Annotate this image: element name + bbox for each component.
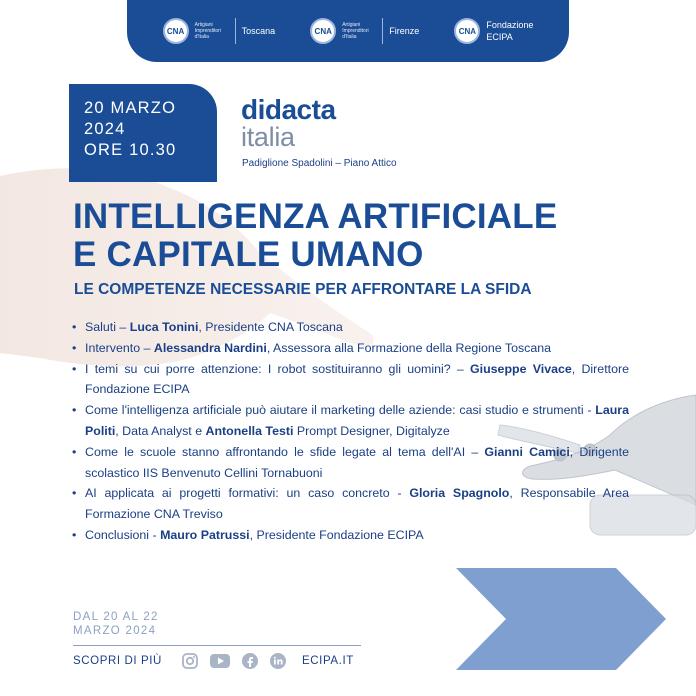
instagram-icon[interactable] xyxy=(181,652,199,670)
agenda-item: • I temi su cui porre attenzione: I robot sostituiranno gli uomini? – Giuseppe Vivace, Direttore Fondazione ECIPA xyxy=(72,359,629,401)
fair-dates-line1: DAL 20 AL 22 xyxy=(73,611,159,623)
cna-logo-icon: CNA xyxy=(454,18,480,44)
agenda-item: • Come l'intelligenza artificiale può aiutare il marketing delle aziende: casi studio e strumenti - Laura Politi, Data Analyst e Antonella Testi Prompt Designer, Digitalyze xyxy=(72,400,629,442)
event-date-year: 2024 xyxy=(84,120,126,138)
title-line1: INTELLIGENZA ARTIFICIALE xyxy=(73,197,558,236)
logo-separator xyxy=(235,18,236,44)
cna-toscana-logo xyxy=(163,18,276,44)
cna-logo-icon: CNA xyxy=(163,18,189,44)
logo-fondazione xyxy=(486,19,533,43)
didacta-wordmark: didacta xyxy=(241,94,336,125)
cna-caption: Artigiani Imprenditori d'Italia xyxy=(194,22,221,40)
footer-divider xyxy=(73,645,361,646)
agenda-item: • Saluti – Luca Tonini, Presidente CNA Toscana xyxy=(72,317,629,338)
venue-text: Padiglione Spadolini – Piano Attico xyxy=(242,158,397,169)
speaker-name: Gianni Camici xyxy=(484,444,570,459)
event-time: ORE 10.30 xyxy=(84,141,177,159)
speaker-name: Antonella Testi xyxy=(205,423,294,438)
website-link[interactable]: ECIPA.IT xyxy=(302,655,354,667)
fair-dates xyxy=(73,610,159,638)
page-subtitle: LE COMPETENZE NECESSARIE PER AFFRONTARE LA SFIDA xyxy=(74,281,532,298)
social-icons xyxy=(181,652,287,670)
didacta-logo xyxy=(241,96,336,150)
agenda-item: • Come le scuole stanno affrontando le sfide legate al tema dell'AI – Gianni Camici, Dirigente scolastico IIS Benvenuto Cellini Tornabuoni xyxy=(72,442,629,484)
agenda-item: • Intervento – Alessandra Nardini, Assessora alla Formazione della Regione Toscana xyxy=(72,338,629,359)
linkedin-icon[interactable] xyxy=(269,652,287,670)
logo-fondazione-line2: ECIPA xyxy=(486,32,513,42)
logo-toscana: Toscana xyxy=(241,26,276,36)
event-date-box xyxy=(69,84,217,182)
event-date-day: 20 MARZO xyxy=(84,99,177,117)
logo-separator xyxy=(382,18,383,44)
cna-caption: Artigiani Imprenditori d'Italia xyxy=(342,22,369,40)
fondazione-ecipa-logo xyxy=(454,18,533,44)
fair-dates-line2: MARZO 2024 xyxy=(73,625,157,637)
title-line2: E CAPITALE UMANO xyxy=(73,235,424,274)
page-title xyxy=(73,198,557,274)
chevron-arrow-icon xyxy=(456,568,666,670)
speaker-name: Giuseppe Vivace xyxy=(470,361,572,376)
logo-fondazione-line1: Fondazione xyxy=(486,20,534,30)
agenda-list xyxy=(72,317,629,546)
speaker-name: Gloria Spagnolo xyxy=(409,486,510,501)
speaker-name: Laura Politi xyxy=(85,403,629,438)
logo-firenze: Firenze xyxy=(389,26,420,36)
agenda-item: • Conclusioni - Mauro Patrussi, Presidente Fondazione ECIPA xyxy=(72,525,629,546)
speaker-name: Luca Tonini xyxy=(129,320,199,334)
discover-more-label: SCOPRI DI PIÙ xyxy=(73,655,162,667)
youtube-icon[interactable] xyxy=(209,652,231,670)
speaker-name: Mauro Patrussi xyxy=(160,527,250,542)
agenda-item: • AI applicata ai progetti formativi: un caso concreto - Gloria Spagnolo, Responsabile Area Formazione CNA Treviso xyxy=(72,483,629,525)
italia-wordmark: italia xyxy=(241,122,295,152)
cna-firenze-logo xyxy=(310,18,419,44)
facebook-icon[interactable] xyxy=(241,652,259,670)
speaker-name: Alessandra Nardini xyxy=(153,340,267,355)
logo-bar xyxy=(127,0,569,62)
cna-logo-icon: CNA xyxy=(310,18,336,44)
